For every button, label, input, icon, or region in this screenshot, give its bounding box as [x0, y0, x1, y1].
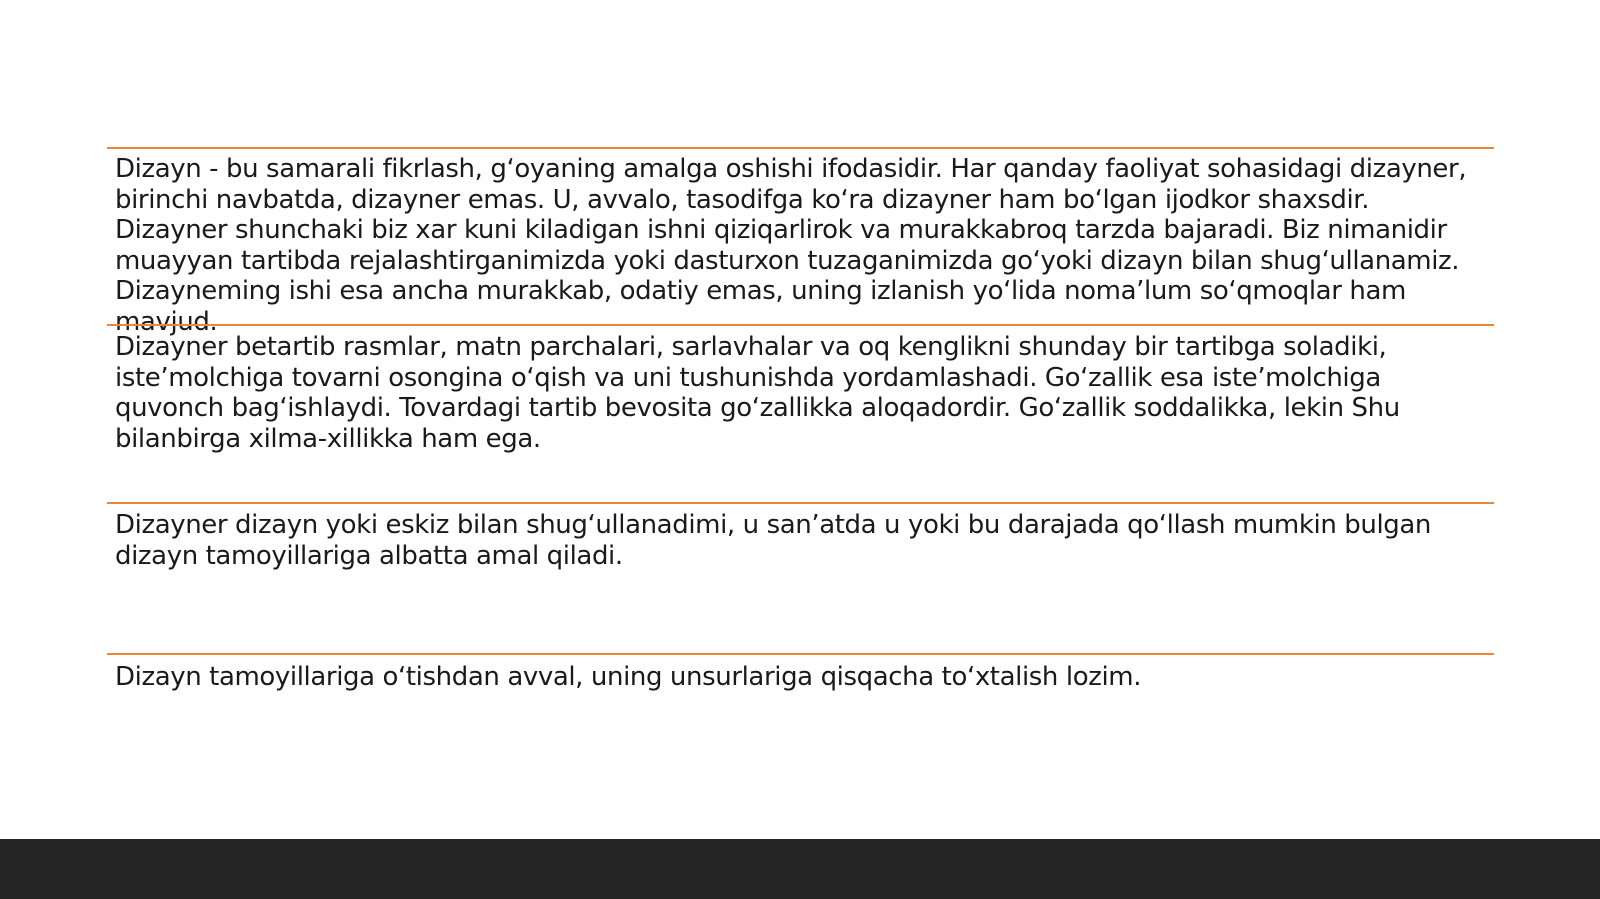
paragraph-1: Dizayn - bu samarali fikrlash, g‘oyaning amalga oshishi ifodasidir. Har qanday faoliyat sohasidagi dizayner, birinchi navbatda, dizayner emas. U, avvalo, tasodifga ko‘ra dizayner ham bo‘lgan ijodkor shaxsdir. Dizayner shunchaki biz xar kuni kiladigan ishni qiziqarlirok va murakkabroq tarzda bajaradi. Biz nimanidir muayyan tartibda rejalashtirganimizda yoki dasturxon tuzaganimizda go‘yoki dizayn bilan shug‘ullanamiz. Dizayneming ishi esa ancha murakkab, odatiy emas, uning izlanish yo‘lida noma’lum so‘qmoqlar ham mavjud. [115, 154, 1467, 337]
paragraph-4: Dizayn tamoyillariga o‘tishdan avval, uning unsurlariga qisqacha to‘xtalish lozim. [115, 662, 1142, 692]
paragraph-2: Dizayner betartib rasmlar, matn parchalari, sarlavhalar va oq kenglikni shunday bir tartibga soladiki, iste’molchiga tovarni osongina o‘qish va uni tushunishda yordamlashadi. Go‘zallik esa iste’molchiga quvonch bag‘ishlaydi. Tovardagi tartib bevosita go‘zallikka aloqadordir. Go‘zallik soddalikka, lekin Shu bilanbirga xilma-xillikka ham ega. [115, 332, 1400, 454]
divider-line-3 [107, 502, 1494, 504]
divider-line-4 [107, 653, 1494, 655]
paragraph-3: Dizayner dizayn yoki eskiz bilan shug‘ullanadimi, u san’atda u yoki bu darajada qo‘llash mumkin bulgan dizayn tamoyillariga albatta amal qiladi. [115, 510, 1431, 571]
footer-bar [0, 839, 1600, 899]
divider-line-1 [107, 147, 1494, 149]
divider-line-2 [107, 324, 1494, 326]
